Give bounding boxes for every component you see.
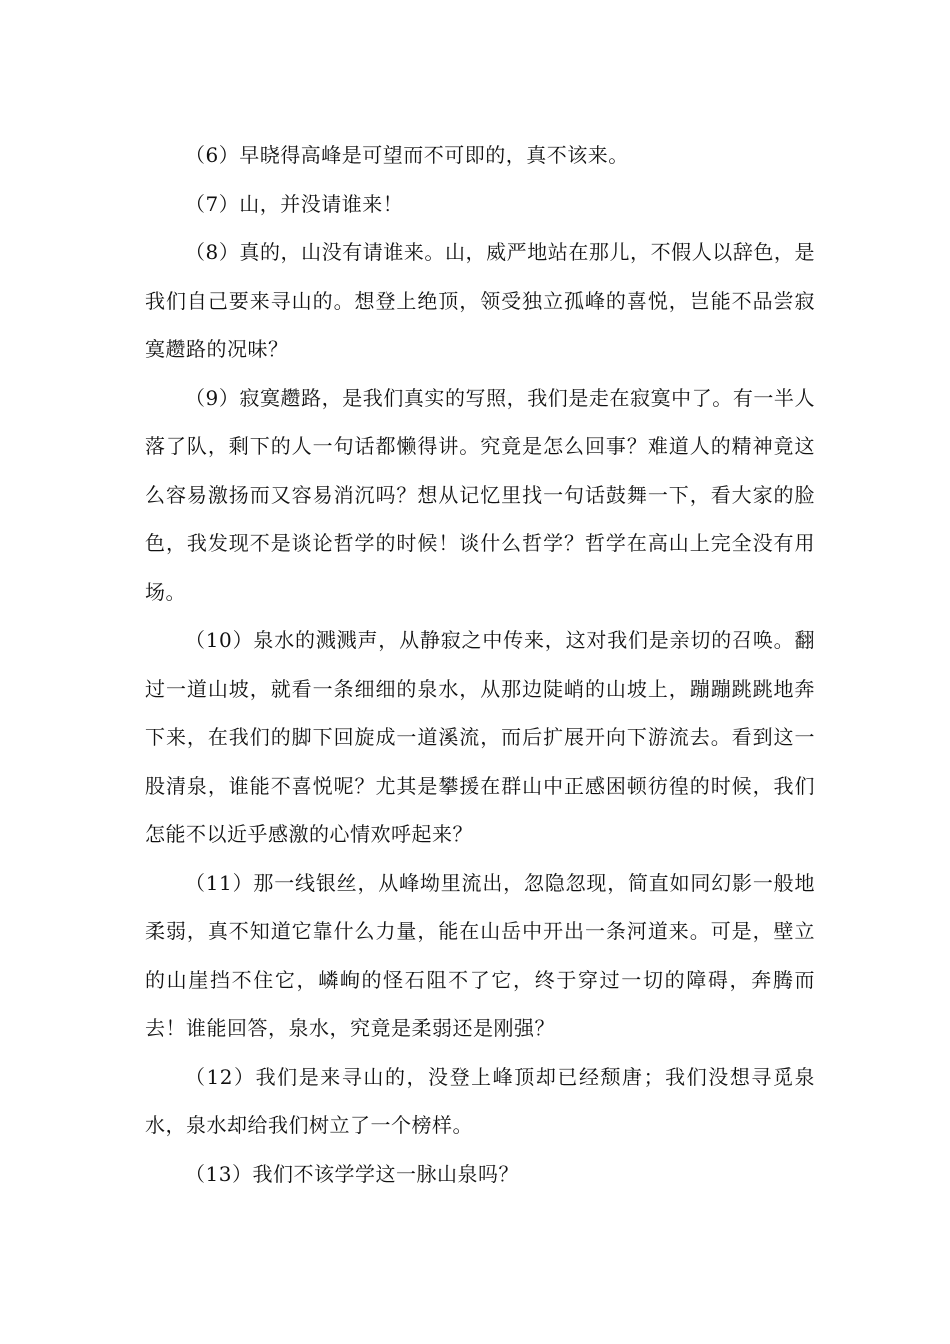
paragraph-13: （13）我们不该学学这一脉山泉吗？	[185, 1161, 519, 1186]
paragraph-9: （9）寂寞趱路，是我们真实的写照，我们是走在寂寞中了。有一半人落了队，剩下的人一句话都懒得讲。究竟是怎么回事？难道人的精神竟这么容易激扬而又容易消沉吗？想从记忆里找一句话鼓舞一下，看大家的脸色，我发现不是谈论哲学的时候！谈什么哲学？哲学在高山上完全没有用场。	[145, 385, 815, 604]
paragraph-12: （12）我们是来寻山的，没登上峰顶却已经颓唐；我们没想寻觅泉水，泉水却给我们树立了一个榜样。	[145, 1064, 815, 1137]
paragraph-8: （8）真的，山没有请谁来。山，威严地站在那儿，不假人以辞色，是我们自己要来寻山的。想登上绝顶，领受独立孤峰的喜悦，岂能不品尝寂寞趱路的况味？	[145, 240, 815, 361]
document-body	[145, 131, 815, 1198]
paragraph-10: （10）泉水的溅溅声，从静寂之中传来，这对我们是亲切的召唤。翻过一道山坡，就看一条细细的泉水，从那边陡峭的山坡上，蹦蹦跳跳地奔下来，在我们的脚下回旋成一道溪流，而后扩展开向下游流去。看到这一股清泉，谁能不喜悦呢？尤其是攀援在群山中正感困顿彷徨的时候，我们怎能不以近乎感激的心情欢呼起来？	[145, 628, 815, 846]
paragraph-7: （7）山，并没请谁来！	[185, 191, 404, 216]
paragraph-6: （6）早晓得高峰是可望而不可即的，真不该来。	[185, 143, 629, 167]
paragraph-11: （11）那一线银丝，从峰坳里流出，忽隐忽现，简直如同幻影一般地柔弱，真不知道它靠什么力量，能在山岳中开出一条河道来。可是，壁立的山崖挡不住它，嶙峋的怪石阻不了它，终于穿过一切的障碍，奔腾而去！谁能回答，泉水，究竟是柔弱还是刚强？	[145, 870, 815, 1040]
